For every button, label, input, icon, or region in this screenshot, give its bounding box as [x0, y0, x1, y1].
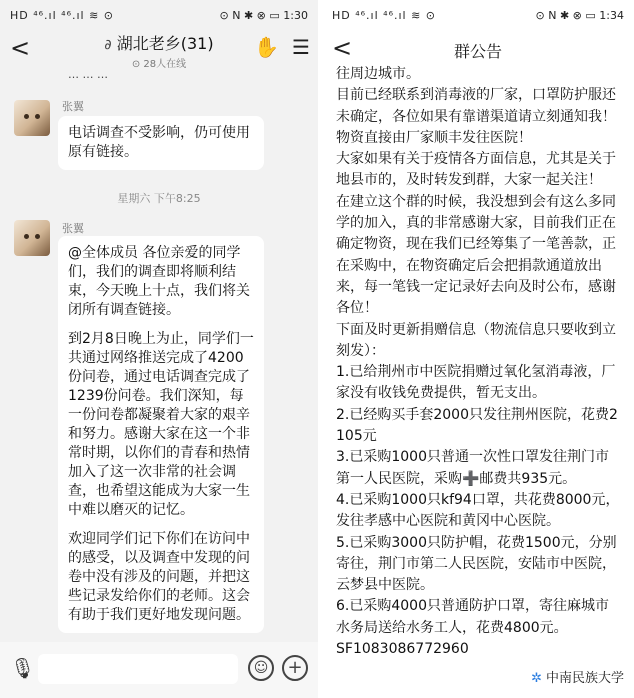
message-list[interactable] — [0, 68, 318, 642]
status-right: ⊙ N ✱ ⊗ ▭ 1:34 — [535, 9, 624, 22]
notice-line: 3.已采购1000只普通一次性口罩发往荆门市第一人民医院，采购➕邮费共935元。 — [336, 449, 609, 487]
notice-line: 往周边城市。 — [336, 66, 420, 82]
back-arrow-icon[interactable]: < — [332, 34, 353, 62]
notice-line: 2.已经购买手套2000只发往荆州医院，花费2105元 — [336, 406, 618, 445]
announcement-screen — [322, 0, 634, 698]
chat-header — [0, 30, 318, 68]
message-input[interactable] — [38, 654, 238, 684]
sender-name: 张翼 — [62, 100, 84, 113]
notice-line: 大家如果有关于疫情各方面信息，尤其是关于地县市的，及时转发到群，大家一起关注！ — [336, 151, 616, 189]
status-right: ⊙ N ✱ ⊗ ▭ 1:30 — [219, 9, 308, 22]
input-bar — [0, 642, 318, 698]
notice-line: 在建立这个群的时候，我没想到会有这么多同学的加入，真的非常感谢大家，目前我们正在确定物资，现在我们已经筹集了一笔善款，正在采购中，在物资确定后会把捐款通道放出来，每一笔钱一定记录好去向及时公布，感谢各位！ — [336, 193, 616, 317]
page-title: 群公告 — [453, 42, 502, 61]
online-count-text: 28人在线 — [143, 59, 187, 70]
sender-name: 张翼 — [62, 222, 84, 235]
watermark — [531, 667, 624, 686]
notice-line: 6.已采购4000只普通防护口罩，寄往麻城市水务局送给水务工人，花费4800元。 — [336, 598, 609, 636]
clipped-message: … … … — [68, 68, 108, 81]
avatar[interactable] — [14, 100, 50, 136]
notice-line: 目前已经联系到消毒液的厂家，口罩防护服还未确定，各位如果有靠谱渠道请立刻通知我！物资直接由厂家顺丰发往医院！ — [336, 87, 616, 146]
raise-hand-icon[interactable]: ✋ — [254, 35, 279, 59]
message-text: 电话调查不受影响，仍可使用原有链接。 — [68, 125, 250, 160]
back-arrow-icon[interactable]: < — [10, 34, 31, 62]
notice-line: 下面及时更新捐赠信息（物流信息只要收到立刻发）： — [336, 321, 616, 359]
notice-line: 1.已给荆州市中医院捐赠过氧化氢消毒液，厂家没有收钱免费提供，暂无支出。 — [336, 364, 616, 402]
watermark-text: 中南民族大学 — [545, 671, 624, 686]
message-bubble[interactable] — [58, 236, 264, 633]
wechat-channel-icon: ✲ — [531, 671, 542, 686]
notice-line: 5.已采购3000只防护帽，花费1500元，分别寄往，荆门市第二人民医院，安陆市中医院，云梦县中医院。 — [336, 534, 617, 594]
microphone-icon[interactable]: 🎙 — [10, 656, 36, 680]
message-paragraph: 欢迎同学们记下你们在访问中的感受，以及调查中发现的问卷中没有涉及的问题，并把这些记录发给你们的老师。这会有助于我们更好地发现问题。 — [68, 531, 250, 623]
timestamp: 星期六 下午8:25 — [117, 192, 201, 205]
status-bar — [0, 0, 318, 30]
message-paragraph: @全体成员 各位亲爱的同学们，我们的调查即将顺利结束，今天晚上十点，我们将关闭所有调查链接。 — [68, 245, 250, 318]
plus-icon[interactable]: + — [282, 655, 308, 681]
menu-icon[interactable]: ☰ — [292, 35, 310, 59]
status-left: HD ⁴⁶.ıl ⁴⁶.ıl ≋ ⊙ — [332, 9, 437, 22]
status-bar — [322, 0, 634, 30]
notice-line: 4.已采购1000只kf94口罩，共花费8000元，发往孝感中心医院和黄冈中心医院。 — [336, 491, 620, 530]
ear-icon: ∂ — [104, 37, 112, 53]
group-title: 湖北老乡(31) — [116, 34, 214, 53]
message-bubble[interactable] — [58, 116, 264, 170]
message-paragraph: 到2月8日晚上为止，同学们一共通过网络推送完成了4200份问卷，通过电话调查完成了1239份问卷。我们深知，每一份问卷都凝聚着大家的艰辛和努力。感谢大家在这一个非常时期，以你们的青春和热情加入了这一次非常的社会调查，也希望这能成为大家一生中难以磨灭的记忆。 — [68, 331, 254, 518]
status-left: HD ⁴⁶.ıl ⁴⁶.ıl ≋ ⊙ — [10, 9, 115, 22]
online-icon: ⊙ — [131, 59, 141, 70]
tracking-number: SF1083086772960 — [336, 641, 469, 658]
announcement-body[interactable] — [336, 64, 622, 660]
emoji-icon[interactable]: ☺ — [248, 655, 274, 681]
announcement-header — [322, 30, 634, 68]
avatar[interactable] — [14, 220, 50, 256]
